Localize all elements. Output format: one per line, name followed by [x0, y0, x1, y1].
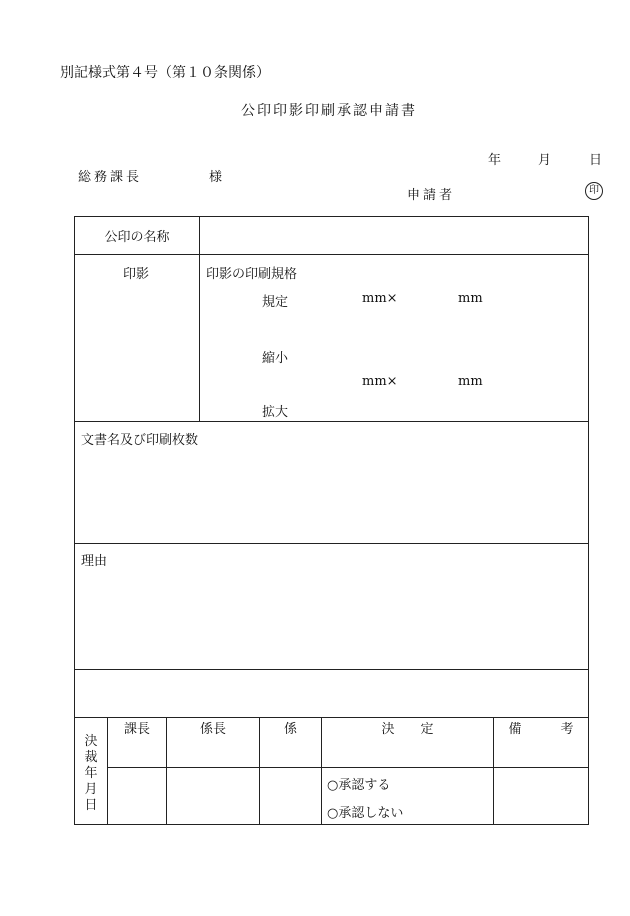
document-label: 文書名及び印刷枚数 — [81, 433, 199, 448]
impression-spec-field[interactable] — [200, 255, 589, 422]
reason-row — [75, 544, 589, 670]
approval-body-row — [75, 768, 589, 825]
applicant-label: 申請者 — [407, 188, 456, 203]
subsection-chief-seal-field[interactable] — [167, 768, 260, 825]
section-chief-seal-field[interactable] — [108, 768, 167, 825]
impression-label: 印影 — [123, 267, 150, 282]
blank-row — [75, 670, 589, 718]
seal-name-label: 公印の名称 — [104, 230, 170, 245]
approve-option[interactable]: ○承認する — [327, 778, 391, 793]
page-title: 公印印影印刷承認申請書 — [241, 103, 417, 119]
impression-label-cell — [75, 255, 200, 422]
mm-1: mm — [458, 291, 483, 306]
staff-seal-field[interactable] — [260, 768, 322, 825]
mm-2: mm — [458, 374, 483, 389]
col-section-chief: 課長 — [108, 718, 167, 768]
reduce-label: 縮小 — [262, 351, 289, 366]
seal-name-label-cell — [75, 217, 200, 255]
standard-label: 規定 — [262, 295, 289, 310]
remarks-field[interactable] — [494, 768, 589, 825]
approval-header-row — [75, 718, 589, 768]
spec-label: 印影の印刷規格 — [206, 267, 298, 282]
reason-label: 理由 — [81, 554, 108, 569]
application-form-table — [74, 216, 589, 825]
col-staff: 係 — [260, 718, 322, 768]
col-decision: 決 定 — [322, 718, 494, 768]
impression-row — [75, 255, 589, 422]
col-remarks: 備 考 — [494, 718, 589, 768]
reason-field[interactable] — [75, 544, 589, 670]
seal-name-row — [75, 217, 589, 255]
mm-times-2: mm× — [362, 374, 398, 389]
honorific: 様 — [209, 170, 223, 185]
decision-date-cell — [75, 718, 108, 825]
decision-date-label: 決 裁 年 月 日 — [84, 734, 98, 813]
seal-mark-icon: 印 — [585, 182, 603, 200]
date-month: 月 — [538, 153, 552, 168]
seal-name-field[interactable] — [200, 217, 589, 255]
reject-option[interactable]: ○承認しない — [327, 806, 404, 821]
blank-field[interactable] — [75, 670, 589, 718]
enlarge-label: 拡大 — [262, 405, 289, 420]
mm-times-1: mm× — [362, 291, 398, 306]
date-year: 年 — [488, 153, 502, 168]
decision-field — [322, 768, 494, 825]
addressee: 総務課長 — [78, 170, 143, 185]
document-row — [75, 422, 589, 544]
form-number: 別記様式第４号（第１０条関係） — [60, 65, 270, 81]
date-day: 日 — [589, 153, 603, 168]
col-subsection-chief: 係長 — [167, 718, 260, 768]
document-field[interactable] — [75, 422, 589, 544]
